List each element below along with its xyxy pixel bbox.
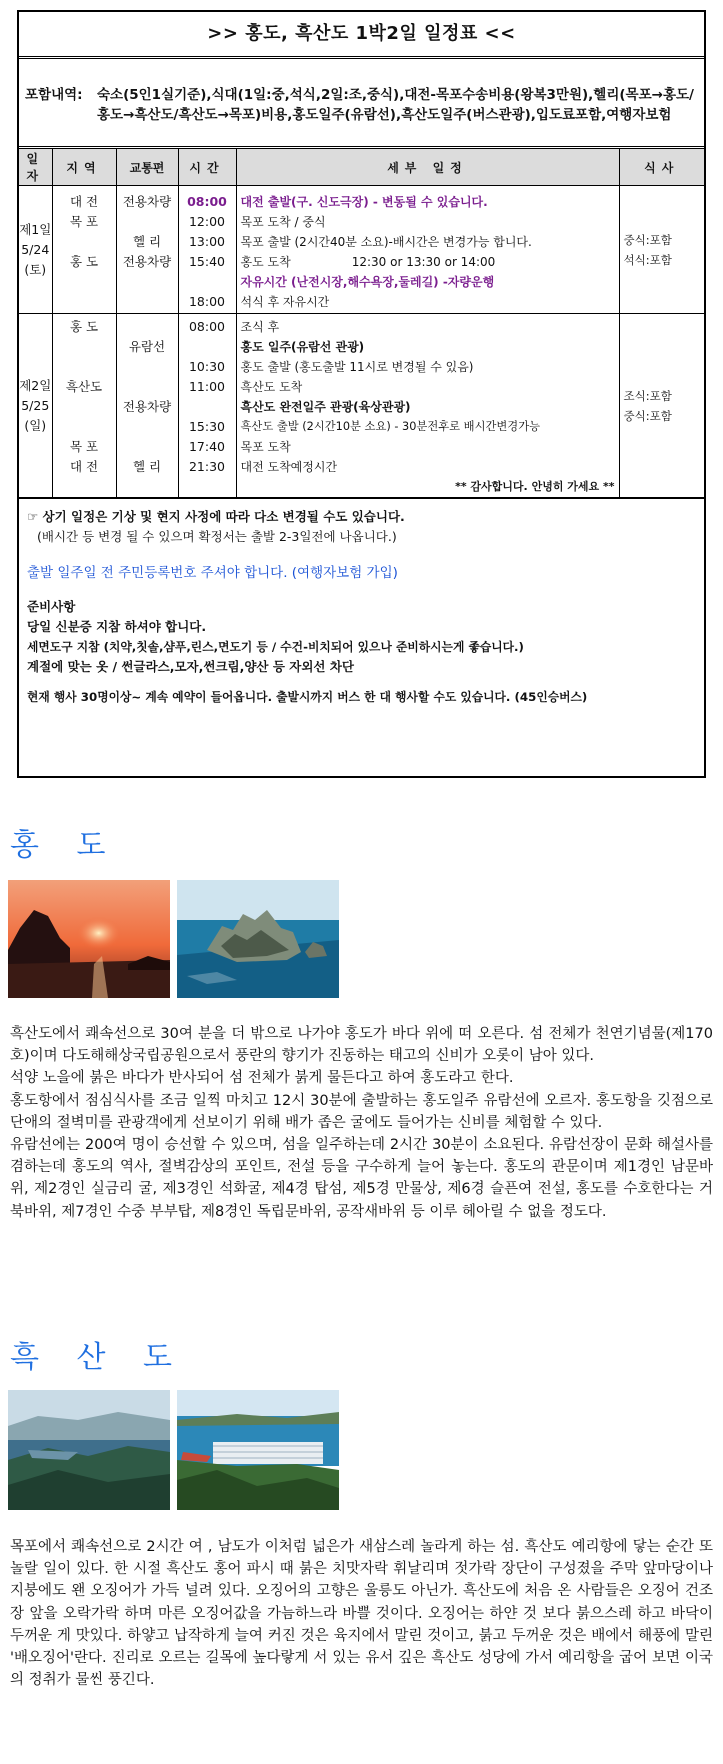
day2-date-label: 제2일 <box>19 377 52 393</box>
day1-weekday: (토) <box>24 261 47 277</box>
heuksando-harbor-photo <box>8 1390 170 1510</box>
day1-times <box>178 186 236 314</box>
day1-regions <box>52 186 116 314</box>
heuksando-title: 흑 산 도 <box>10 1340 187 1375</box>
time-item: 21:30 <box>188 459 226 474</box>
transport-item: 유람선 <box>128 339 166 354</box>
meal-item: 석식:포함 <box>623 252 672 267</box>
prep-title: 준비사항 <box>27 599 76 614</box>
region-item <box>53 417 116 437</box>
region-item <box>53 337 116 357</box>
heuksando-description <box>10 1536 713 1691</box>
day1-details <box>236 186 619 314</box>
region-item: 대 전 <box>69 194 99 209</box>
prep-item: 계절에 맞는 옷 / 썬글라스,모자,썬크림,양산 등 자외선 차단 <box>27 659 354 674</box>
notes-section <box>19 499 704 707</box>
time-item: 17:40 <box>188 439 226 454</box>
detail-item: 석식 후 자유시간 <box>240 295 330 309</box>
heuksando-paragraph: 목포에서 쾌속선으로 2시간 여 , 남도가 이처럼 넓은가 새삼스레 놀라게 하는 섬. 흑산도 예리항에 닿는 순간 또 놀랄 일이 있다. 한 시절 흑산도 홍어 파시 때 붉은 치맛자락 휘날리며 젓가락 장단이 구성졌을 주막 앞마당이나 지붕에도 왠 오징어가 가득 널려 있다. 오징어의 고향은 울릉도 아닌가. 흑산도에 처음 온 사람들은 오징어 건조장 앞을 오락가락 하며 마른 오징어값을 가늠하느라 바쁠 것이다. 오징어는 하얀 것 보다 붉으스레 하고 바닥이 두꺼운 게 맛있다. 하얗고 납작하게 늘여 커진 것은 육지에서 말린 것이고, 붉고 두꺼운 것은 배에서 해풍에 말린 '배오징어'란다. 진리로 오르는 길목에 높다랗게 서 있는 유서 깊은 흑산도 성당에 가서 예리항을 굽어 보면 이국의 정취가 물씬 풍긴다. <box>10 1539 713 1689</box>
time-item: 13:00 <box>188 234 226 249</box>
time-item: 15:40 <box>188 254 226 269</box>
table-row-day1 <box>19 186 704 314</box>
hongdo-paragraph: 유람선에는 200여 명이 승선할 수 있으며, 섬을 일주하는데 2시간 30분이 소요된다. 유람선장이 문화 해설사를 겸하는데 홍도의 역사, 절벽감상의 포인트, 전설 등을 구수하게 늘어 놓는다. 홍도의 관문이며 제1경인 남문바위, 제2경인 실금리 굴, 제3경인 석화굴, 제4경 탑섬, 제5경 만물상, 제6경 슬픈여 전설, 홍도를 수호한다는 거북바위, 제7경인 수중 부부탑, 제8경인 독립문바위, 공작새바위 등 이루 헤아릴 수 없을 정도다. <box>10 1137 713 1220</box>
region-item <box>53 357 116 377</box>
day1-date <box>19 186 52 314</box>
transport-item <box>117 377 178 397</box>
time-item: 10:30 <box>188 359 226 374</box>
day2-details <box>236 314 619 498</box>
region-item <box>53 232 116 252</box>
day2-transport <box>116 314 178 498</box>
region-item: 홍 도 <box>69 319 99 334</box>
day1-date-value: 5/24 <box>21 241 50 257</box>
thanks-message: ** 감사합니다. 안녕히 가세요 ** <box>455 480 615 493</box>
transport-item <box>117 317 178 337</box>
detail-item: 흑산도 출발 (2시간10분 소요) - 30분전후로 배시간변경가능 <box>240 420 541 433</box>
detail-item: 홍도 도착 12:30 or 13:30 or 14:00 <box>240 255 496 269</box>
hongdo-paragraph: 석양 노을에 붉은 바다가 반사되어 섬 전체가 붉게 물든다고 하여 홍도라고 한다. <box>10 1070 514 1087</box>
region-item <box>53 292 116 312</box>
day2-meals <box>619 314 704 498</box>
prep-item: 당일 신분증 지참 하셔야 합니다. <box>27 619 207 634</box>
schedule-sheet <box>17 10 706 778</box>
time-item: 18:00 <box>188 294 226 309</box>
hongdo-title: 홍 도 <box>10 828 120 863</box>
transport-item: 전용차량 <box>122 194 172 209</box>
detail-item: 홍도 출발 (홍도출발 11시로 변경될 수 있음) <box>240 360 474 374</box>
header-meal: 식사 <box>619 149 704 186</box>
transport-item: 전용차량 <box>122 399 172 414</box>
header-detail: 세부 일정 <box>236 149 619 186</box>
region-item: 목 포 <box>69 439 99 454</box>
transport-item <box>117 357 178 377</box>
transport-item: 헬 리 <box>132 459 162 474</box>
time-item: 11:00 <box>188 379 226 394</box>
transport-item: 전용차량 <box>122 254 172 269</box>
detail-item: 목포 도착 <box>240 440 291 454</box>
includes-section <box>19 59 704 149</box>
detail-item: 조식 후 <box>240 320 280 334</box>
detail-item: 자유시간 (난전시장,해수욕장,둘레길) -자량운행 <box>240 275 495 289</box>
day2-date-value: 5/25 <box>21 397 50 413</box>
header-time: 시간 <box>178 149 236 186</box>
time-item: 15:30 <box>188 419 226 434</box>
hongdo-rocks-photo <box>177 880 339 998</box>
region-item: 흑산도 <box>65 379 103 394</box>
transport-item <box>117 292 178 312</box>
time-item <box>179 272 236 292</box>
meal-item: 조식:포함 <box>623 388 672 403</box>
transport-item <box>117 212 178 232</box>
transport-item <box>117 417 178 437</box>
region-item <box>53 272 116 292</box>
day1-date-label: 제1일 <box>19 221 52 237</box>
hongdo-sunset-photo <box>8 880 170 998</box>
schedule-title: >> 홍도, 흑산도 1박2일 일정표 << <box>19 12 704 59</box>
header-date: 일자 <box>19 149 52 186</box>
detail-item: 홍도 일주(유람선 관광) <box>240 340 365 354</box>
detail-item: 목포 출발 (2시간40분 소요)-배시간은 변경가능 합니다. <box>240 235 532 249</box>
detail-item: 흑산도 완전일주 관광(육상관광) <box>240 400 411 414</box>
includes-label: 포함내역: <box>25 87 83 103</box>
prep-item: 세면도구 지참 (치약,칫솔,샴푸,린스,면도기 등 / 수건-비치되어 있으나 준비하시는게 좋습니다.) <box>27 640 524 654</box>
meal-item: 중식:포함 <box>623 408 672 423</box>
schedule-table <box>19 149 704 498</box>
region-item: 홍 도 <box>69 254 99 269</box>
transport-item <box>117 272 178 292</box>
day1-meals <box>619 186 704 314</box>
region-item <box>53 397 116 417</box>
detail-item: 대전 출발(구. 신도극장) - 변동될 수 있습니다. <box>240 195 488 209</box>
note-ferry: (배시간 등 변경 될 수 있으며 확정서는 출발 2-3일전에 나옵니다.) <box>37 529 397 544</box>
heuksando-port-photo <box>177 1390 339 1510</box>
transport-item <box>117 437 178 457</box>
time-item: 12:00 <box>188 214 226 229</box>
header-transport: 교통편 <box>116 149 178 186</box>
time-item <box>179 337 236 357</box>
hongdo-description <box>10 1023 713 1223</box>
includes-text: 숙소(5인1실기준),식대(1일:중,석식,2일:조,중식),대전-목포수송비용(왕복3만원),헬리(목포→홍도/홍도→흑산도/흑산도→목포)비용,홍도일주(유람선),흑산도일주(버스관광),입도료포함,여행자보험 <box>97 87 694 123</box>
day2-date <box>19 314 52 498</box>
hongdo-paragraph: 홍도항에서 점심식사를 조금 일찍 마치고 12시 30분에 출발하는 홍도일주 유람선에 오르자. 홍도항을 깃점으로 단애의 절벽미를 관광객에게 선보이기 위해 배가 좁은 굴에도 들어가는 신비를 체험할 수 있다. <box>10 1092 713 1131</box>
region-item: 목 포 <box>69 214 99 229</box>
transport-item: 헬 리 <box>132 234 162 249</box>
region-item: 대 전 <box>69 459 99 474</box>
day2-weekday: (일) <box>24 417 47 433</box>
table-header-row <box>19 149 704 186</box>
detail-item: 흑산도 도착 <box>240 380 303 394</box>
note-change: ☞ 상기 일정은 기상 및 현지 사정에 따라 다소 변경될 수도 있습니다. <box>27 509 405 524</box>
day2-times <box>178 314 236 498</box>
day2-regions <box>52 314 116 498</box>
note-id-required: 출발 일주일 전 주민등록번호 주셔야 합니다. (여행자보험 가입) <box>27 565 398 581</box>
booking-status: 현재 행사 30명이상~ 계속 예약이 들어옵니다. 출발시까지 버스 한 대 행사할 수도 있습니다. (45인승버스) <box>27 690 588 704</box>
hongdo-paragraph: 흑산도에서 쾌속선으로 30여 분을 더 밖으로 나가야 홍도가 바다 위에 떠 오른다. 섬 전체가 천연기념물(제170호)이며 다도해해상국립공원으로서 풍란의 향기가 진동하는 태고의 신비가 오롯이 남아 있다. <box>10 1026 713 1065</box>
day1-transport <box>116 186 178 314</box>
time-item <box>179 397 236 417</box>
time-item: 08:00 <box>188 319 226 334</box>
header-region: 지역 <box>52 149 116 186</box>
time-item: 08:00 <box>187 194 227 209</box>
table-row-day2 <box>19 314 704 498</box>
meal-item: 중식:포함 <box>623 232 672 247</box>
detail-item: 목포 도착 / 중식 <box>240 215 326 229</box>
detail-item: 대전 도착예정시간 <box>240 460 338 474</box>
